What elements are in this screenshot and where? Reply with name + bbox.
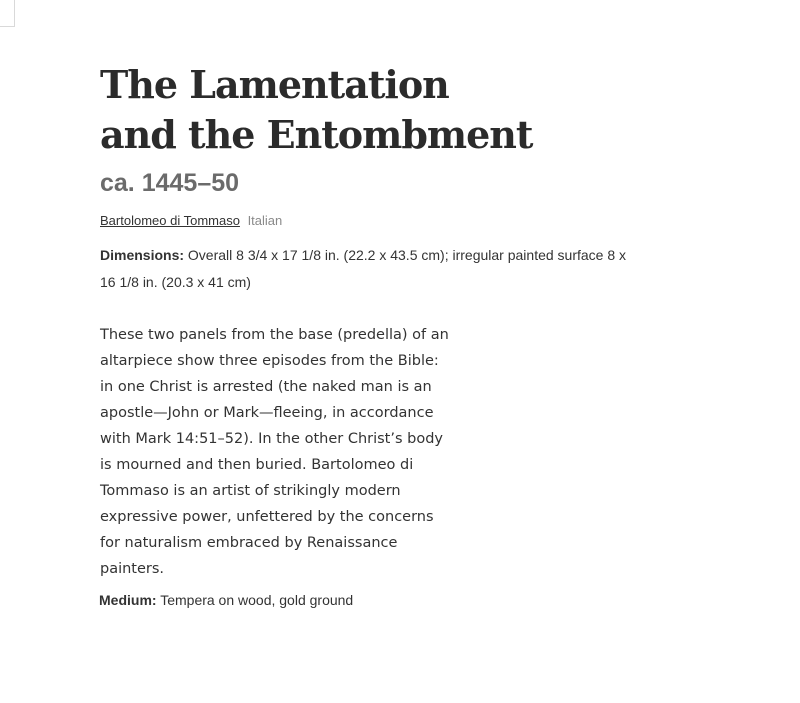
title-line-2: and the Entombment: [100, 112, 533, 157]
artwork-description: These two panels from the base (predella) of an altarpiece show three episodes from the Bible: in one Christ is arrested (the naked man is an apostle—John or Mark—fleeing, in accordance with Mark 14:51–52). In the other Christ’s body is mourned and then buried. Bartolomeo di Tommaso is an artist of strikingly modern expressive power, unfettered by the concerns for naturalism embraced by Renaissance painters.: [100, 327, 449, 577]
medium-value: Tempera on wood, gold ground: [160, 592, 354, 608]
dimensions-value: Overall 8 3/4 x 17 1/8 in. (22.2 x 43.5 cm); irregular painted surface 8 x 16 1/8 in. (20.3 x 41 cm): [100, 247, 627, 290]
artist-link[interactable]: Bartolomeo di Tommaso: [100, 213, 240, 228]
artwork-date: ca. 1445–50: [100, 169, 240, 197]
artwork-title: [100, 60, 540, 160]
title-line-1: The Lamentation: [100, 62, 449, 107]
artwork-details: [100, 60, 660, 610]
corner-divider: [0, 0, 15, 27]
artist-nationality: Italian: [247, 213, 283, 228]
dimensions: [100, 242, 645, 296]
medium: [99, 590, 660, 610]
medium-label: Medium:: [99, 592, 157, 608]
artist-line: [100, 212, 660, 230]
dimensions-label: Dimensions:: [100, 247, 185, 263]
